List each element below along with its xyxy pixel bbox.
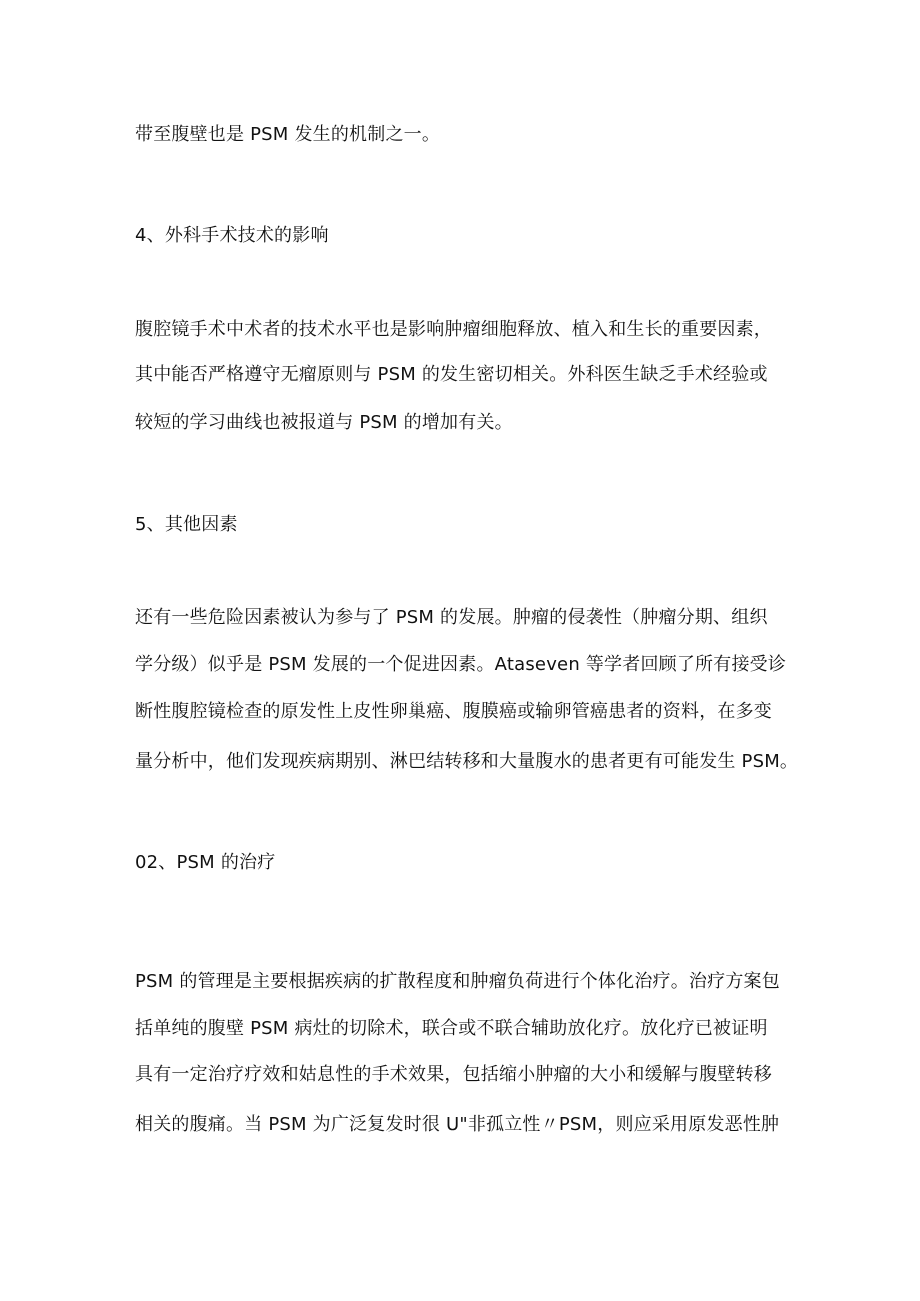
paragraph-line: 还有一些危险因素被认为参与了 PSM 的发展。肿瘤的侵袭性（肿瘤分期、组织 <box>135 607 768 628</box>
section-heading-5: 5、其他因素 <box>135 514 238 535</box>
paragraph-line: 量分析中，他们发现疾病期别、淋巴结转移和大量腹水的患者更有可能发生 PSM。 <box>135 751 799 772</box>
paragraph-line: 带至腹壁也是 PSM 发生的机制之一。 <box>135 124 441 145</box>
paragraph-line: 具有一定治疗疗效和姑息性的手术效果，包括缩小肿瘤的大小和缓解与腹壁转移 <box>135 1064 772 1085</box>
paragraph-line: 相关的腹痛。当 PSM 为广泛复发时很 U"非孤立性〃PSM，则应采用原发恶性肿 <box>135 1114 780 1135</box>
paragraph-line: 学分级）似乎是 PSM 发展的一个促进因素。Ataseven 等学者回顾了所有接受诊 <box>135 654 787 675</box>
section-heading-4: 4、外科手术技术的影响 <box>135 225 329 246</box>
paragraph-line: 其中能否严格遵守无瘤原则与 PSM 的发生密切相关。外科医生缺乏手术经验或 <box>135 364 768 385</box>
paragraph-line: PSM 的管理是主要根据疾病的扩散程度和肿瘤负荷进行个体化治疗。治疗方案包 <box>135 971 780 992</box>
paragraph-line: 较短的学习曲线也被报道与 PSM 的增加有关。 <box>135 412 513 433</box>
section-heading-02: 02、PSM 的治疗 <box>135 852 276 873</box>
paragraph-line: 腹腔镜手术中术者的技术水平也是影响肿瘤细胞释放、植入和生长的重要因素， <box>135 319 772 340</box>
paragraph-line: 括单纯的腹壁 PSM 病灶的切除术，联合或不联合辅助放化疗。放化疗已被证明 <box>135 1018 768 1039</box>
paragraph-line: 断性腹腔镜检查的原发性上皮性卵巢癌、腹膜癌或输卵管癌患者的资料，在多变 <box>135 701 772 722</box>
